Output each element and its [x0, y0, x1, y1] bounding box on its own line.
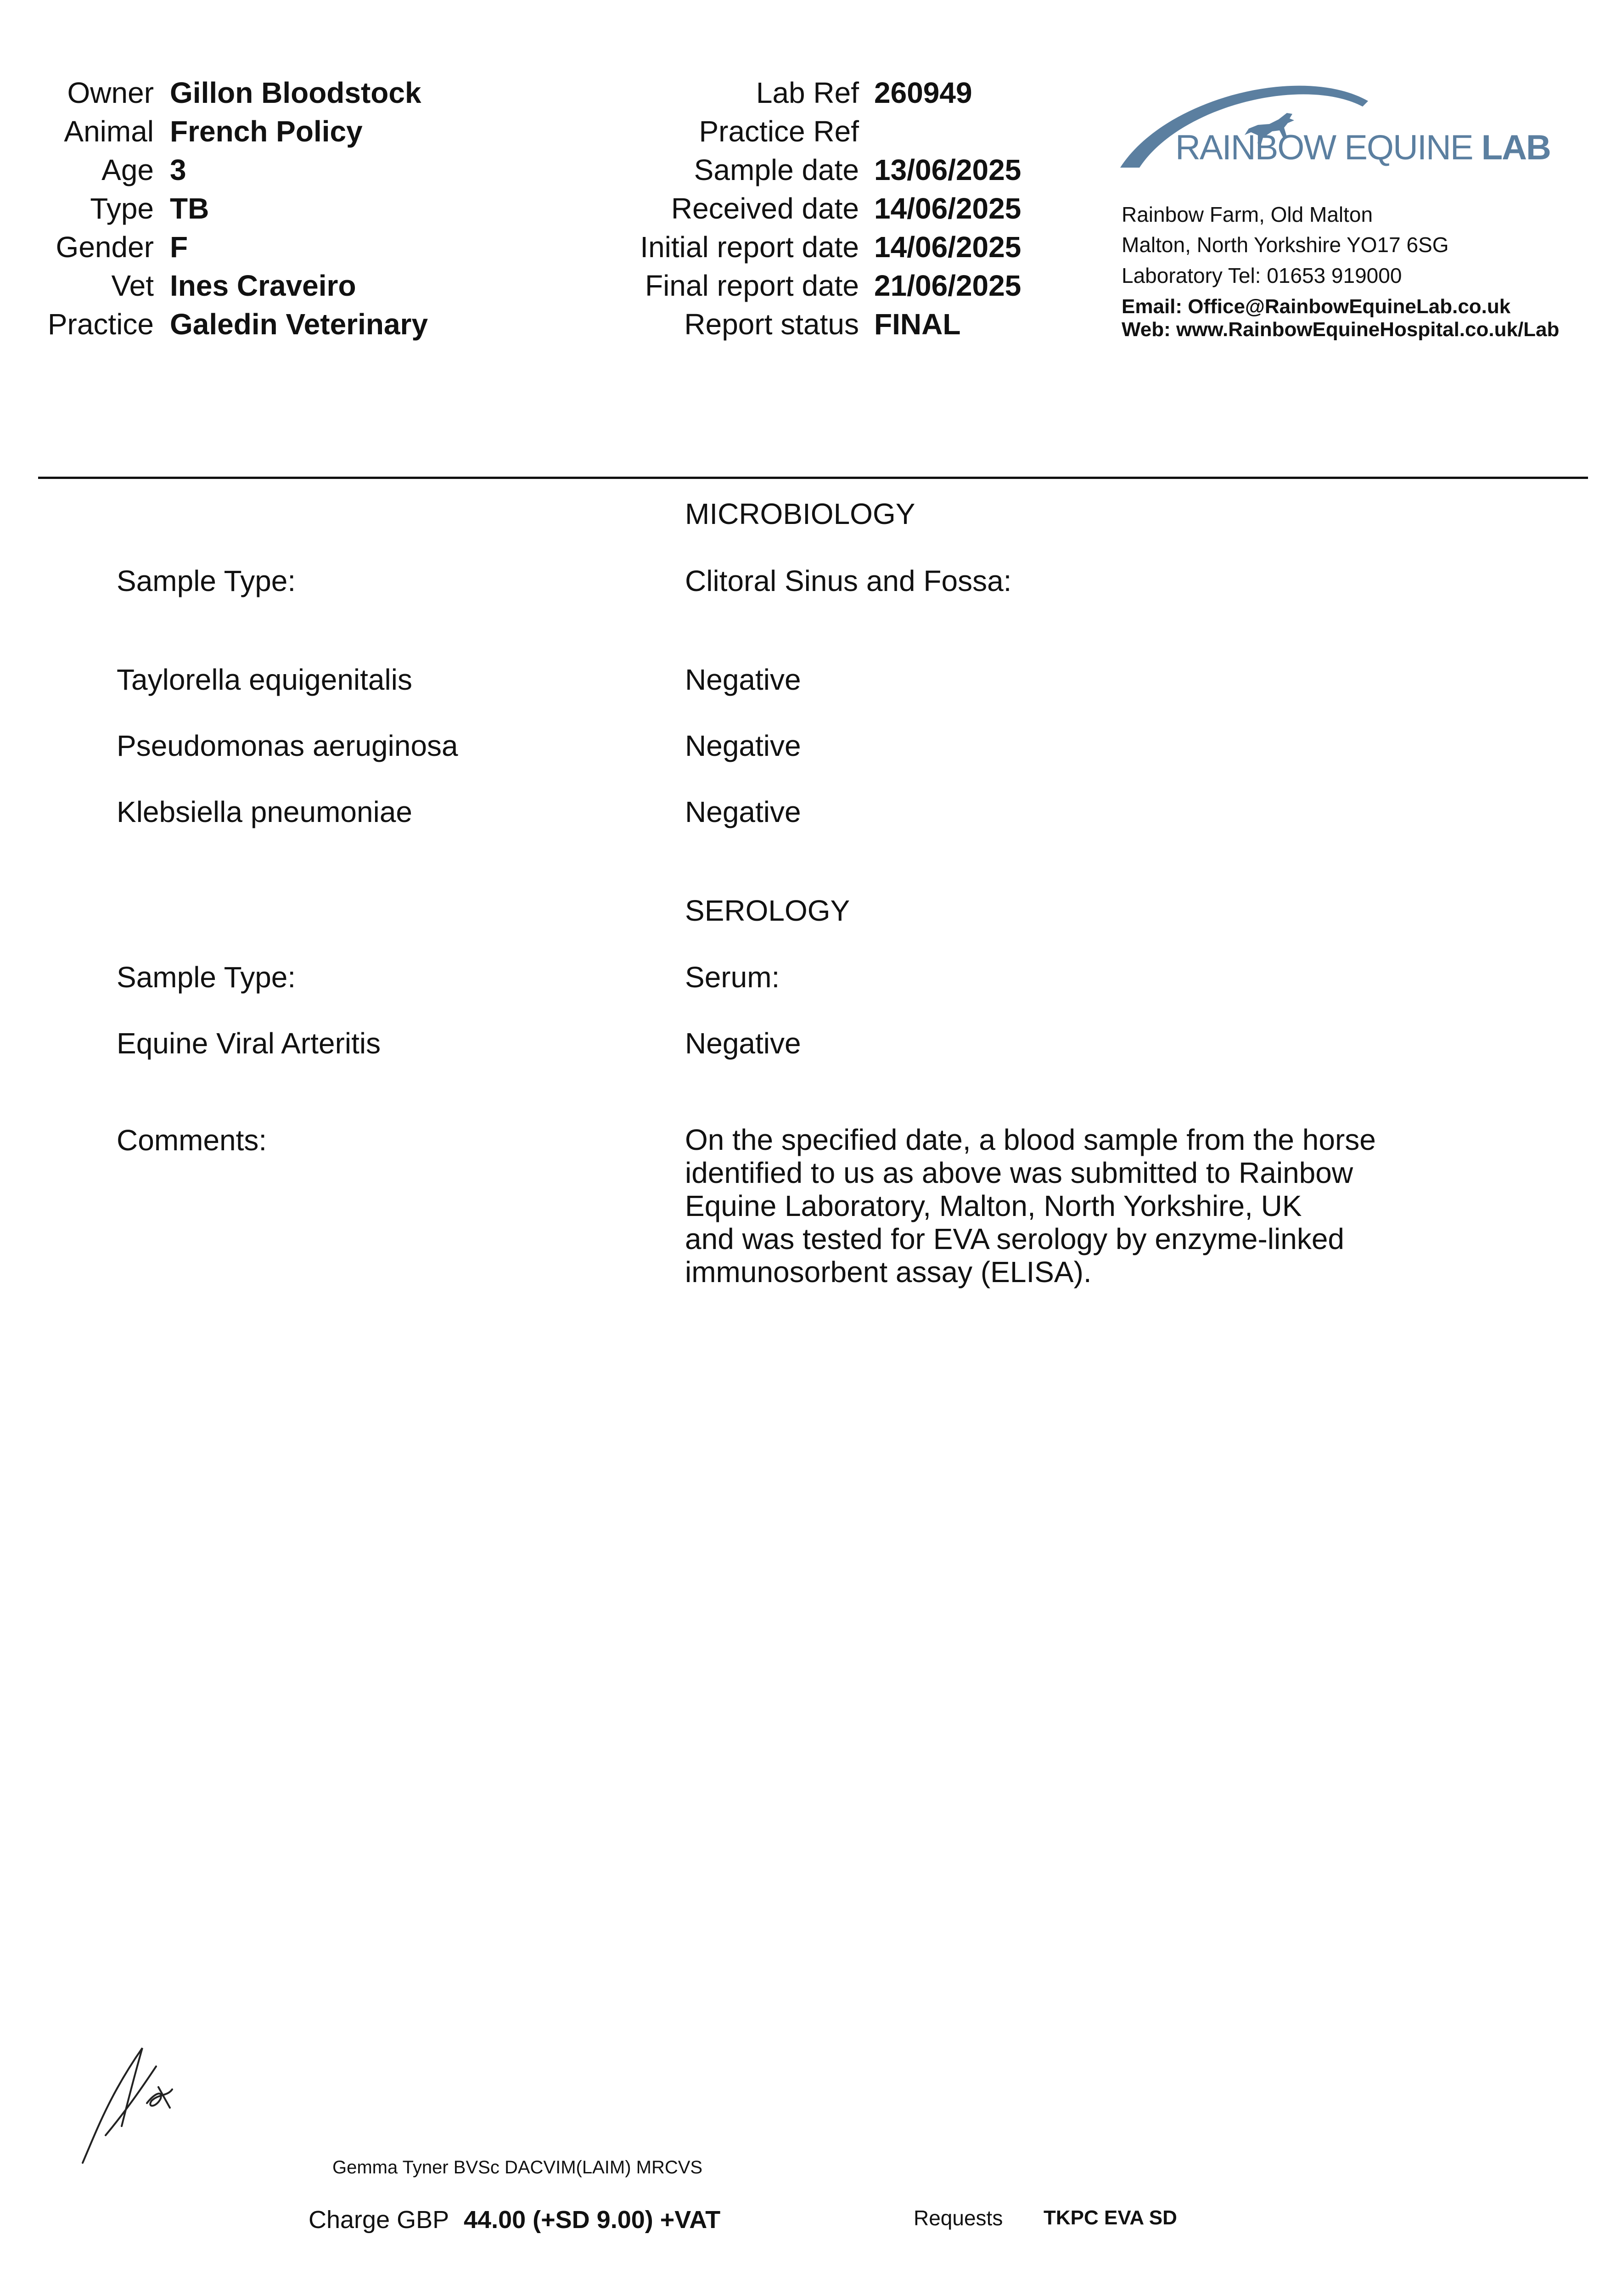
vet-value: Ines Craveiro — [170, 269, 356, 302]
age-label: Age — [101, 153, 154, 186]
practice-label: Practice — [47, 308, 154, 341]
sero-sample-type-value: Serum: — [685, 961, 780, 994]
owner-value: Gillon Bloodstock — [170, 76, 421, 109]
result-value: Negative — [685, 795, 801, 828]
lab-address-line1: Rainbow Farm, Old Malton — [1122, 203, 1373, 226]
initial-report-date-label: Initial report date — [640, 231, 859, 264]
charge-value: 44.00 (+SD 9.00) +VAT — [464, 2206, 721, 2234]
micro-sample-type-value: Clitoral Sinus and Fossa: — [685, 564, 1012, 597]
report-status-value: FINAL — [874, 308, 961, 341]
signature — [78, 2039, 179, 2172]
received-date-value: 14/06/2025 — [874, 192, 1021, 225]
sample-date-label: Sample date — [694, 153, 859, 186]
lab-address-line2: Malton, North Yorkshire YO17 6SG — [1122, 233, 1449, 257]
result-value: Negative — [685, 1027, 801, 1060]
serology-heading: SEROLOGY — [685, 894, 850, 927]
logo-text-bold: LAB — [1481, 128, 1550, 167]
result-test-name: Equine Viral Arteritis — [117, 1027, 381, 1060]
received-date-label: Received date — [671, 192, 859, 225]
logo-text-light: RAINBOW EQUINE — [1175, 128, 1473, 167]
sero-sample-type-label: Sample Type: — [117, 961, 296, 994]
lab-ref-label: Lab Ref — [756, 76, 859, 109]
sample-date-value: 13/06/2025 — [874, 153, 1021, 186]
comments-line: immunosorbent assay (ELISA). — [685, 1255, 1092, 1289]
initial-report-date-value: 14/06/2025 — [874, 231, 1021, 264]
result-value: Negative — [685, 729, 801, 762]
gender-value: F — [170, 231, 188, 264]
report-status-label: Report status — [684, 308, 859, 341]
lab-logo — [1111, 69, 1552, 179]
lab-ref-value: 260949 — [874, 76, 972, 109]
type-label: Type — [90, 192, 154, 225]
result-test-name: Klebsiella pneumoniae — [117, 795, 412, 828]
type-value: TB — [170, 192, 209, 225]
charge-label: Charge GBP — [309, 2206, 449, 2234]
microbiology-heading: MICROBIOLOGY — [685, 497, 915, 530]
gender-label: Gender — [56, 231, 154, 264]
animal-label: Animal — [64, 115, 154, 148]
header-divider — [38, 477, 1588, 479]
lab-tel: Laboratory Tel: 01653 919000 — [1122, 264, 1402, 287]
comments-line: On the specified date, a blood sample from the horse — [685, 1123, 1376, 1156]
final-report-date-value: 21/06/2025 — [874, 269, 1021, 302]
lab-web: Web: www.RainbowEquineHospital.co.uk/Lab — [1122, 318, 1560, 341]
comments-label: Comments: — [117, 1124, 267, 1157]
owner-label: Owner — [67, 76, 154, 109]
requests-value: TKPC EVA SD — [1044, 2206, 1177, 2229]
animal-value: French Policy — [170, 115, 363, 148]
signatory-name: Gemma Tyner BVSc DACVIM(LAIM) MRCVS — [332, 2157, 703, 2178]
comments-text — [685, 1123, 1465, 1289]
result-test-name: Taylorella equigenitalis — [117, 663, 412, 696]
comments-line: and was tested for EVA serology by enzyme-linked — [685, 1222, 1344, 1255]
practice-value: Galedin Veterinary — [170, 308, 428, 341]
result-value: Negative — [685, 663, 801, 696]
final-report-date-label: Final report date — [645, 269, 859, 302]
lab-email: Email: Office@RainbowEquineLab.co.uk — [1122, 295, 1511, 318]
result-test-name: Pseudomonas aeruginosa — [117, 729, 458, 762]
practice-ref-label: Practice Ref — [699, 115, 859, 148]
comments-line: identified to us as above was submitted to Rainbow — [685, 1156, 1353, 1189]
comments-line: Equine Laboratory, Malton, North Yorkshire, UK — [685, 1189, 1302, 1222]
age-value: 3 — [170, 153, 186, 186]
vet-label: Vet — [111, 269, 154, 302]
requests-label: Requests — [914, 2206, 1003, 2230]
micro-sample-type-label: Sample Type: — [117, 564, 296, 597]
